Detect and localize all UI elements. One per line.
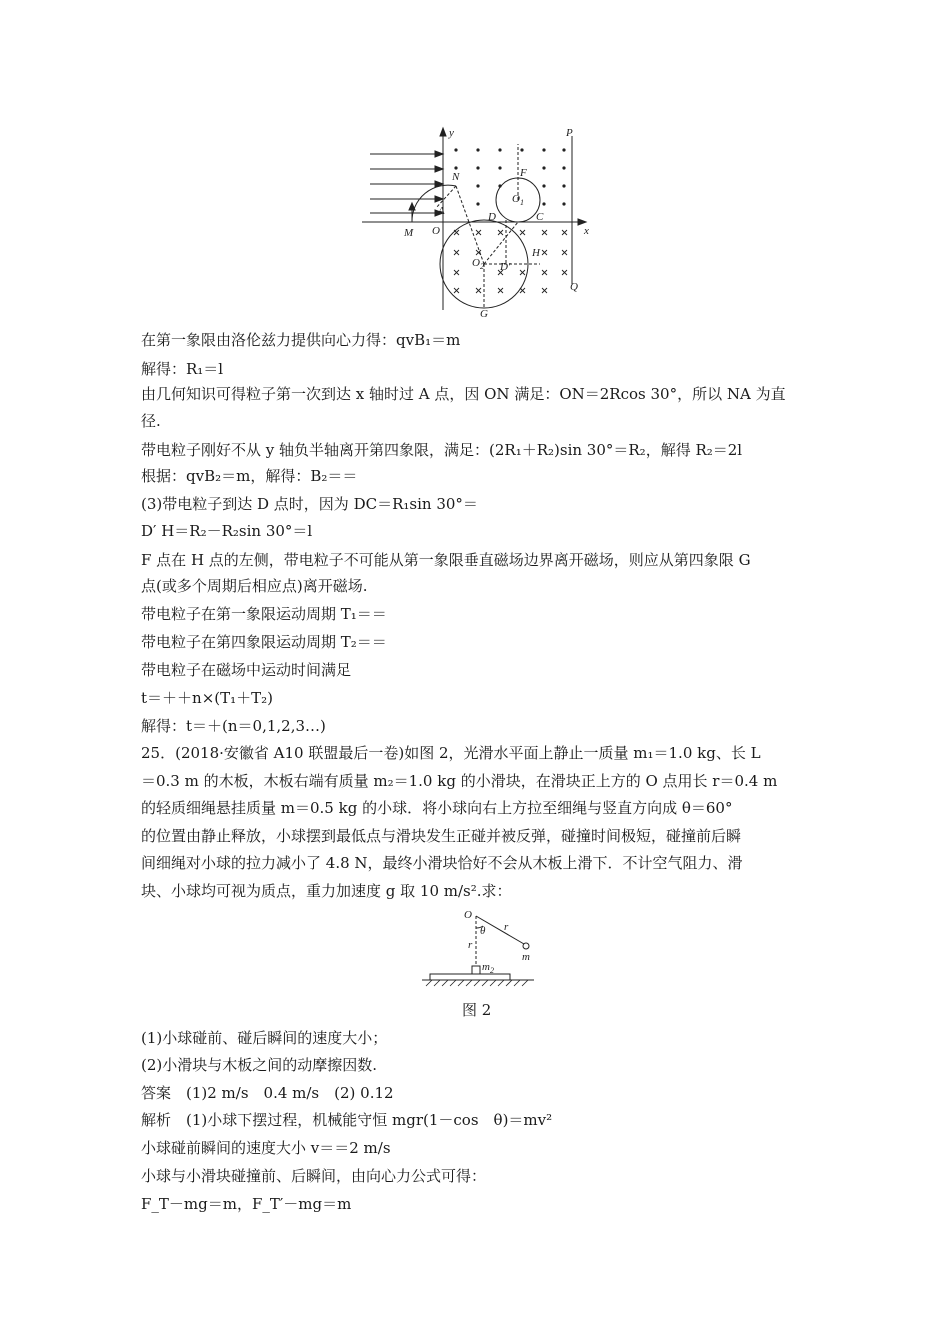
label-a: A bbox=[438, 205, 445, 217]
label-r-vertical: r bbox=[468, 939, 473, 951]
text-line: 带电粒子刚好不从 y 轴负半轴离开第四象限，满足：(2R₁＋R₂)sin 30°＝R₂，解得 R₂＝2l bbox=[141, 441, 743, 459]
text-line: 带电粒子在第四象限运动周期 T₂＝＝ bbox=[141, 633, 387, 651]
label-h: H bbox=[532, 247, 540, 259]
text-line: F_T－mg＝m，F_T′－mg＝m bbox=[141, 1195, 352, 1213]
label-m: m bbox=[522, 951, 530, 963]
slider bbox=[472, 966, 480, 974]
label-y: y bbox=[449, 127, 454, 139]
text-line: 带电粒子在磁场中运动时间满足 bbox=[141, 661, 352, 679]
text-line: (1)小球碰前、碰后瞬间的速度大小； bbox=[141, 1029, 388, 1047]
text-line: 小球碰前瞬间的速度大小 v＝＝2 m/s bbox=[141, 1139, 391, 1157]
figure-caption: 图 2 bbox=[462, 1001, 492, 1019]
particle-trajectory bbox=[412, 185, 456, 222]
text-line: 解析 (1)小球下摆过程，机械能守恒 mgr(1－cos θ)＝mv² bbox=[141, 1111, 553, 1129]
y-axis-arrow bbox=[440, 128, 446, 136]
text-line: 带电粒子在第一象限运动周期 T₁＝＝ bbox=[141, 605, 387, 623]
text-line: 点(或多个周期后相应点)离开磁场. bbox=[141, 577, 368, 595]
label-o: O bbox=[432, 225, 440, 237]
text-line: 在第一象限由洛伦兹力提供向心力得：qvB₁＝m bbox=[141, 331, 461, 349]
field-dots bbox=[454, 148, 565, 205]
label-g: G bbox=[480, 308, 488, 320]
text-line: 径. bbox=[141, 412, 161, 430]
label-m2: $m_2$ bbox=[482, 961, 494, 975]
text-line: D′ H＝R₂－R₂sin 30°＝l bbox=[141, 522, 313, 540]
label-n: N bbox=[452, 171, 460, 183]
label-r-string: r bbox=[504, 921, 509, 933]
text-line: 25．(2018·安徽省 A10 联盟最后一卷)如图 2，光滑水平面上静止一质量 m₁＝1.0 kg、长 L bbox=[141, 744, 761, 762]
label-o1: $O_1$ bbox=[512, 193, 524, 207]
ball bbox=[523, 943, 529, 949]
label-p: P bbox=[566, 127, 573, 139]
label-m: M bbox=[404, 227, 414, 239]
radius-n-o2 bbox=[456, 186, 484, 264]
label-f: F bbox=[520, 167, 527, 179]
text-line: 解得：t＝＋(n＝0,1,2,3…) bbox=[141, 717, 326, 735]
label-x: x bbox=[584, 225, 589, 237]
label-q: Q bbox=[570, 281, 578, 293]
label-o2: $O_2$ bbox=[472, 257, 484, 271]
label-c: C bbox=[536, 211, 544, 223]
text-line: 的轻质细绳悬挂质量 m＝0.5 kg 的小球．将小球向右上方拉至细绳与竖直方向成 θ＝60° bbox=[141, 799, 733, 817]
text-line: 的位置由静止释放，小球摆到最低点与滑块发生正碰并被反弹，碰撞时间极短，碰撞前后瞬 bbox=[141, 827, 742, 845]
pendulum-diagram bbox=[420, 906, 540, 994]
text-line: (2)小滑块与木板之间的动摩擦因数. bbox=[141, 1056, 378, 1074]
text-line: 小球与小滑块碰撞前、后瞬间，由向心力公式可得： bbox=[141, 1167, 487, 1185]
text-line: 由几何知识可得粒子第一次到达 x 轴时过 A 点，因 ON 满足：ON＝2Rcos 30°，所以 NA 为直 bbox=[141, 385, 786, 403]
text-line: ＝0.3 m 的木板，木板右端有质量 m₂＝1.0 kg 的小滑块，在滑块正上方的 O 点用长 r＝0.4 m bbox=[141, 772, 778, 790]
text-line: 答案 (1)2 m/s 0.4 m/s (2) 0.12 bbox=[141, 1084, 394, 1102]
field-crosses bbox=[454, 230, 567, 293]
text-line: F 点在 H 点的左侧，带电粒子不可能从第一象限垂直磁场边界离开磁场，则应从第四象限 G bbox=[141, 551, 751, 569]
text-line: t＝＋＋n×(T₁＋T₂) bbox=[141, 689, 273, 707]
text-line: 块、小球均可视为质点，重力加速度 g 取 10 m/s².求： bbox=[141, 882, 512, 900]
board bbox=[430, 974, 510, 980]
text-line: 间细绳对小球的拉力减小了 4.8 N，最终小滑块恰好不会从木板上滑下．不计空气阻力、滑 bbox=[141, 854, 743, 872]
text-line: 根据：qvB₂＝m，解得：B₂＝＝ bbox=[141, 467, 358, 485]
label-o: O bbox=[464, 909, 472, 921]
label-theta: θ bbox=[480, 925, 486, 937]
text-line: (3)带电粒子到达 D 点时，因为 DC＝R₁sin 30°＝ bbox=[141, 495, 478, 513]
label-d-prime: D′ bbox=[500, 261, 511, 273]
magnetic-field-diagram bbox=[360, 124, 600, 320]
label-d: D bbox=[488, 211, 496, 223]
text-line: 解得：R₁＝l bbox=[141, 360, 224, 378]
